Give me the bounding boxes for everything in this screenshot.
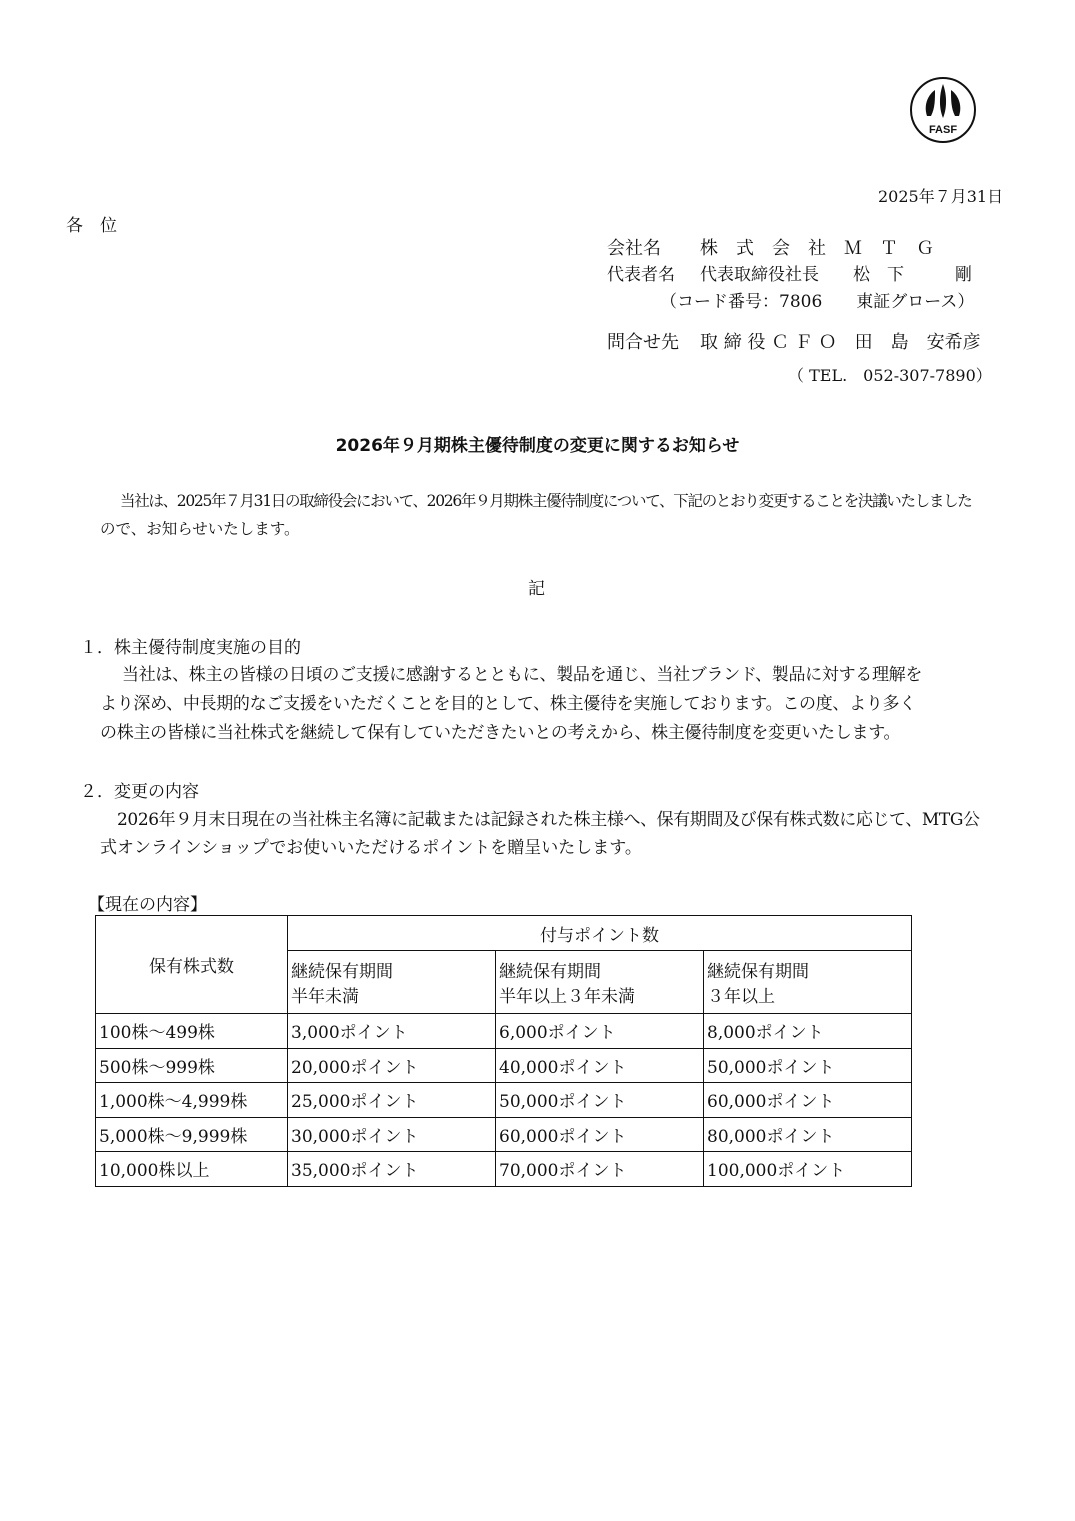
cell-points: 80,000ポイント [704,1117,912,1152]
section-1-line-3: の株主の皆様に当社株式を継続して保有していただきたいとの考えから、株主優待制度を変更いたします。 [100,723,901,743]
period-2-line-1: 継続保有期間 [499,962,601,982]
cell-shares: 5,000株～9,999株 [96,1117,288,1152]
cell-points: 3,000ポイント [288,1014,496,1049]
header-period-3 [704,951,912,1014]
points-table [95,915,912,1187]
cell-points: 70,000ポイント [496,1152,704,1187]
contact-label: 問合せ先 [607,332,679,353]
cell-points: 6,000ポイント [496,1014,704,1049]
company-name: 株 式 会 社 Ｍ Ｔ Ｇ [700,238,934,259]
table-row [96,1152,912,1187]
cell-shares: 100株～499株 [96,1014,288,1049]
cell-points: 40,000ポイント [496,1048,704,1083]
contact-person: 取 締 役 Ｃ Ｆ Ｏ 田 島 安希彦 [700,332,981,353]
period-1-line-2: 半年未満 [291,987,359,1007]
cell-points: 50,000ポイント [704,1048,912,1083]
table-row [96,1014,912,1049]
intro-line-2: ので、お知らせいたします。 [100,520,300,538]
section-2-heading: ２．変更の内容 [80,782,199,802]
issue-date: 2025年７月31日 [878,187,1004,206]
table-caption: 【現在の内容】 [88,895,207,915]
period-1-line-1: 継続保有期間 [291,962,393,982]
period-3-line-1: 継続保有期間 [707,962,809,982]
table-row [96,1083,912,1118]
cell-points: 25,000ポイント [288,1083,496,1118]
company-name-label: 会社名 [607,238,661,259]
period-3-line-2: ３年以上 [707,987,775,1007]
header-shares: 保有株式数 [96,916,288,1014]
fasf-logo [905,76,981,144]
cell-points: 20,000ポイント [288,1048,496,1083]
section-1-heading: １．株主優待制度実施の目的 [80,638,301,658]
header-points: 付与ポイント数 [288,916,912,951]
cell-shares: 500株～999株 [96,1048,288,1083]
section-1-line-2: より深め、中長期的なご支援をいただくことを目的として、株主優待を実施しております。この度、より多く [100,694,916,714]
intro-line-1: 当社は、2025年７月31日の取締役会において、2026年９月期株主優待制度について、下記のとおり変更することを決議いたしました [120,492,972,510]
header-period-1 [288,951,496,1014]
period-2-line-2: 半年以上３年未満 [499,987,635,1007]
cell-points: 30,000ポイント [288,1117,496,1152]
document-title: 2026年９月期株主優待制度の変更に関するお知らせ [335,436,740,456]
cell-points: 35,000ポイント [288,1152,496,1187]
addressee: 各 位 [66,216,117,236]
cell-points: 50,000ポイント [496,1083,704,1118]
section-2-line-1: 2026年９月末日現在の当社株主名簿に記載または記録された株主様へ、保有期間及び保有株式数に応じて、MTG公 [117,810,980,830]
cell-shares: 1,000株～4,999株 [96,1083,288,1118]
header-period-2 [496,951,704,1014]
cell-points: 100,000ポイント [704,1152,912,1187]
section-2-line-2: 式オンラインショップでお使いいただけるポイントを贈呈いたします。 [100,838,642,858]
table-row [96,1117,912,1152]
logo-text: FASF [928,124,958,136]
cell-points: 60,000ポイント [704,1083,912,1118]
cell-points: 8,000ポイント [704,1014,912,1049]
representative-label: 代表者名 [607,265,675,285]
section-1-line-1: 当社は、株主の皆様の日頃のご支援に感謝するとともに、製品を通じ、当社ブランド、製品に対する理解を [122,665,923,685]
ki-mark: 記 [528,579,545,599]
table-row [96,1048,912,1083]
cell-shares: 10,000株以上 [96,1152,288,1187]
cell-points: 60,000ポイント [496,1117,704,1152]
stock-code: （コード番号：7806 東証グロース） [660,292,975,312]
representative-name: 代表取締役社長 松 下 剛 [700,265,972,285]
contact-phone: （ TEL. 052-307-7890） [788,366,992,385]
